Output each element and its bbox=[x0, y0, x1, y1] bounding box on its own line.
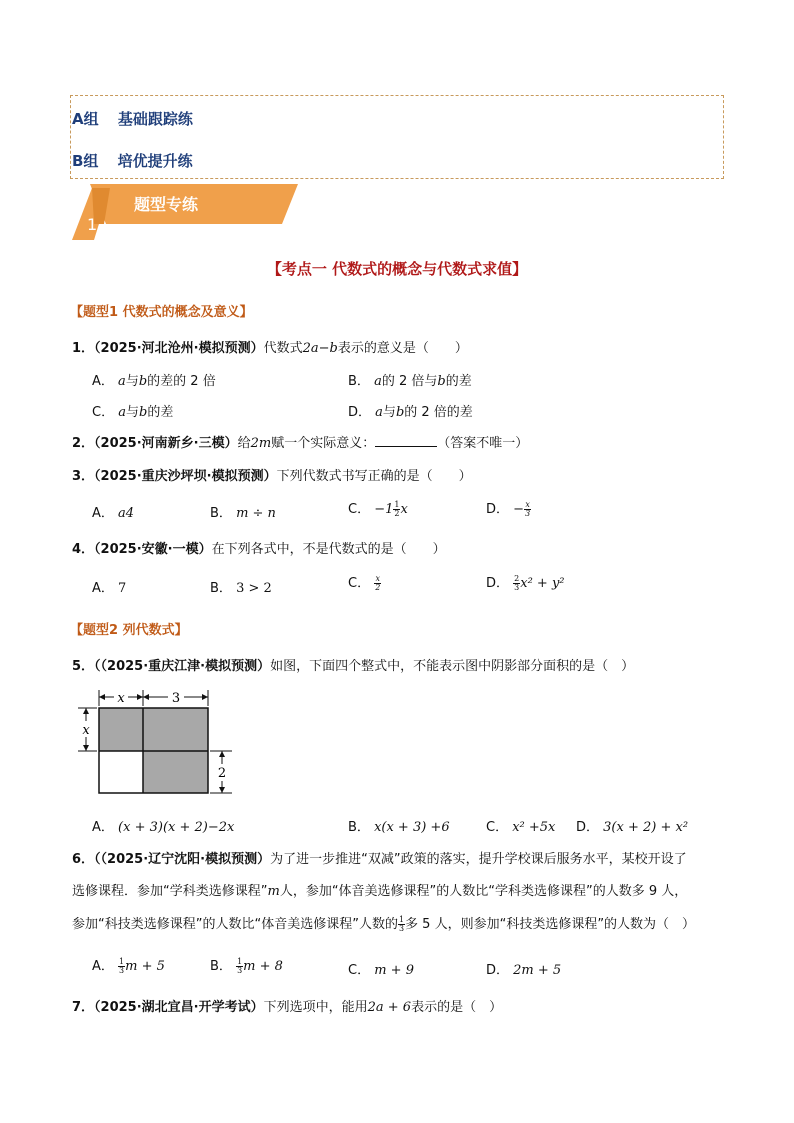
q1-source: （2025·河北沧州·模拟预测） bbox=[94, 341, 264, 356]
q2-answer-blank[interactable] bbox=[375, 434, 437, 447]
q3-option-a[interactable]: A． a4 bbox=[92, 506, 135, 521]
group-a-name: 基础跟踪练 bbox=[117, 110, 193, 128]
section-title: 【考点一 代数式的概念与代数式求值】 bbox=[266, 260, 528, 278]
question-2: 2．（2025·河南新乡·三模）给2m赋一个实际意义： （答案不唯一） bbox=[72, 436, 529, 451]
group-b-name: 培优提升练 bbox=[117, 152, 193, 170]
group-b bbox=[72, 150, 193, 171]
q1-option-b[interactable]: B． a的 2 倍与b的差 bbox=[348, 374, 472, 389]
q1-stem-a: 代数式 bbox=[263, 341, 303, 356]
fig-top-x-label: x bbox=[117, 691, 125, 706]
q6-option-a[interactable]: A． $\frac{1}{3}$ m + 5 bbox=[92, 957, 165, 975]
fig-top-3-label: 3 bbox=[171, 691, 181, 706]
question-3: 3．（2025·重庆沙坪坝·模拟预测）下列代数式书写正确的是（ ） bbox=[72, 469, 472, 484]
q4-option-c[interactable]: C． $\frac{x}{2}$ bbox=[348, 574, 381, 592]
q5-option-a[interactable]: A． (x + 3)(x + 2)−2x bbox=[92, 820, 235, 835]
q4-option-d[interactable]: D． $\frac{2}{3}$ x² + y² bbox=[486, 574, 565, 592]
q5-option-d[interactable]: D． 3(x + 2) + x² bbox=[576, 820, 689, 835]
q6-line-2: 选修课程．参加“学科类选修课程”m人，参加“体音美选修课程”的人数比“学科类选修课程”的人数多 9 人， bbox=[72, 884, 688, 899]
fig-left-x-label: x bbox=[82, 723, 90, 738]
question-6: 6．（（2025·辽宁沈阳·模拟预测）为了进一步推进“双减”政策的落实，提升学校课后服务水平，某校开设了 bbox=[72, 852, 687, 867]
q1-expr: 2a−b bbox=[302, 341, 338, 356]
group-b-label: B组 bbox=[72, 152, 99, 170]
q3-option-b[interactable]: B． m ÷ n bbox=[210, 506, 276, 521]
type-1-heading: 【题型1 代数式的概念及意义】 bbox=[70, 305, 253, 320]
group-a-label: A组 bbox=[72, 110, 99, 128]
fig-right-2-label: 2 bbox=[217, 766, 227, 781]
q1-option-d[interactable]: D． a与b的 2 倍的差 bbox=[348, 405, 473, 420]
type-2-heading: 【题型2 列代数式】 bbox=[70, 623, 188, 638]
q1-number: 1． bbox=[72, 341, 95, 356]
question-7: 7．（2025·湖北宜昌·开学考试）下列选项中，能用2a + 6表示的是（ ） bbox=[72, 1000, 503, 1015]
q4-option-b[interactable]: B． 3 > 2 bbox=[210, 581, 272, 596]
q3-option-c[interactable]: C． −1 $\frac{1}{2}$ x bbox=[348, 500, 408, 518]
banner-number: 1 bbox=[87, 215, 98, 234]
question-1 bbox=[72, 337, 468, 356]
q3-option-d[interactable]: D． − $\frac{x}{3}$ bbox=[486, 500, 531, 518]
q5-area-figure bbox=[72, 684, 242, 798]
q6-option-d[interactable]: D． 2m + 5 bbox=[486, 963, 562, 978]
q1-option-c[interactable]: C． a与b的差 bbox=[92, 405, 174, 420]
q6-line-3: 参加“科技类选修课程”的人数比“体音美选修课程”人数的 $\frac{1}{3}$ 多 5 人，则参加“科技类选修课程”的人数为（ ） bbox=[72, 915, 696, 933]
banner-title: 题型专练 bbox=[134, 195, 199, 214]
q5-option-b[interactable]: B． x(x + 3) +6 bbox=[348, 820, 450, 835]
q4-option-a[interactable]: A． 7 bbox=[92, 581, 127, 596]
q1-option-a[interactable]: A． a与b的差的 2 倍 bbox=[92, 374, 216, 389]
group-a bbox=[72, 108, 193, 129]
question-4: 4．（2025·安徽·一模）在下列各式中，不是代数式的是（ ） bbox=[72, 542, 446, 557]
q1-stem-b: 表示的意义是（ ） bbox=[337, 341, 468, 356]
q6-option-b[interactable]: B． $\frac{1}{3}$ m + 8 bbox=[210, 957, 283, 975]
question-5: 5．（（2025·重庆江津·模拟预测）如图，下面四个整式中，不能表示图中阴影部分面积的是（ ） bbox=[72, 659, 635, 674]
q6-option-c[interactable]: C． m + 9 bbox=[348, 963, 414, 978]
q5-option-c[interactable]: C． x² +5x bbox=[486, 820, 556, 835]
